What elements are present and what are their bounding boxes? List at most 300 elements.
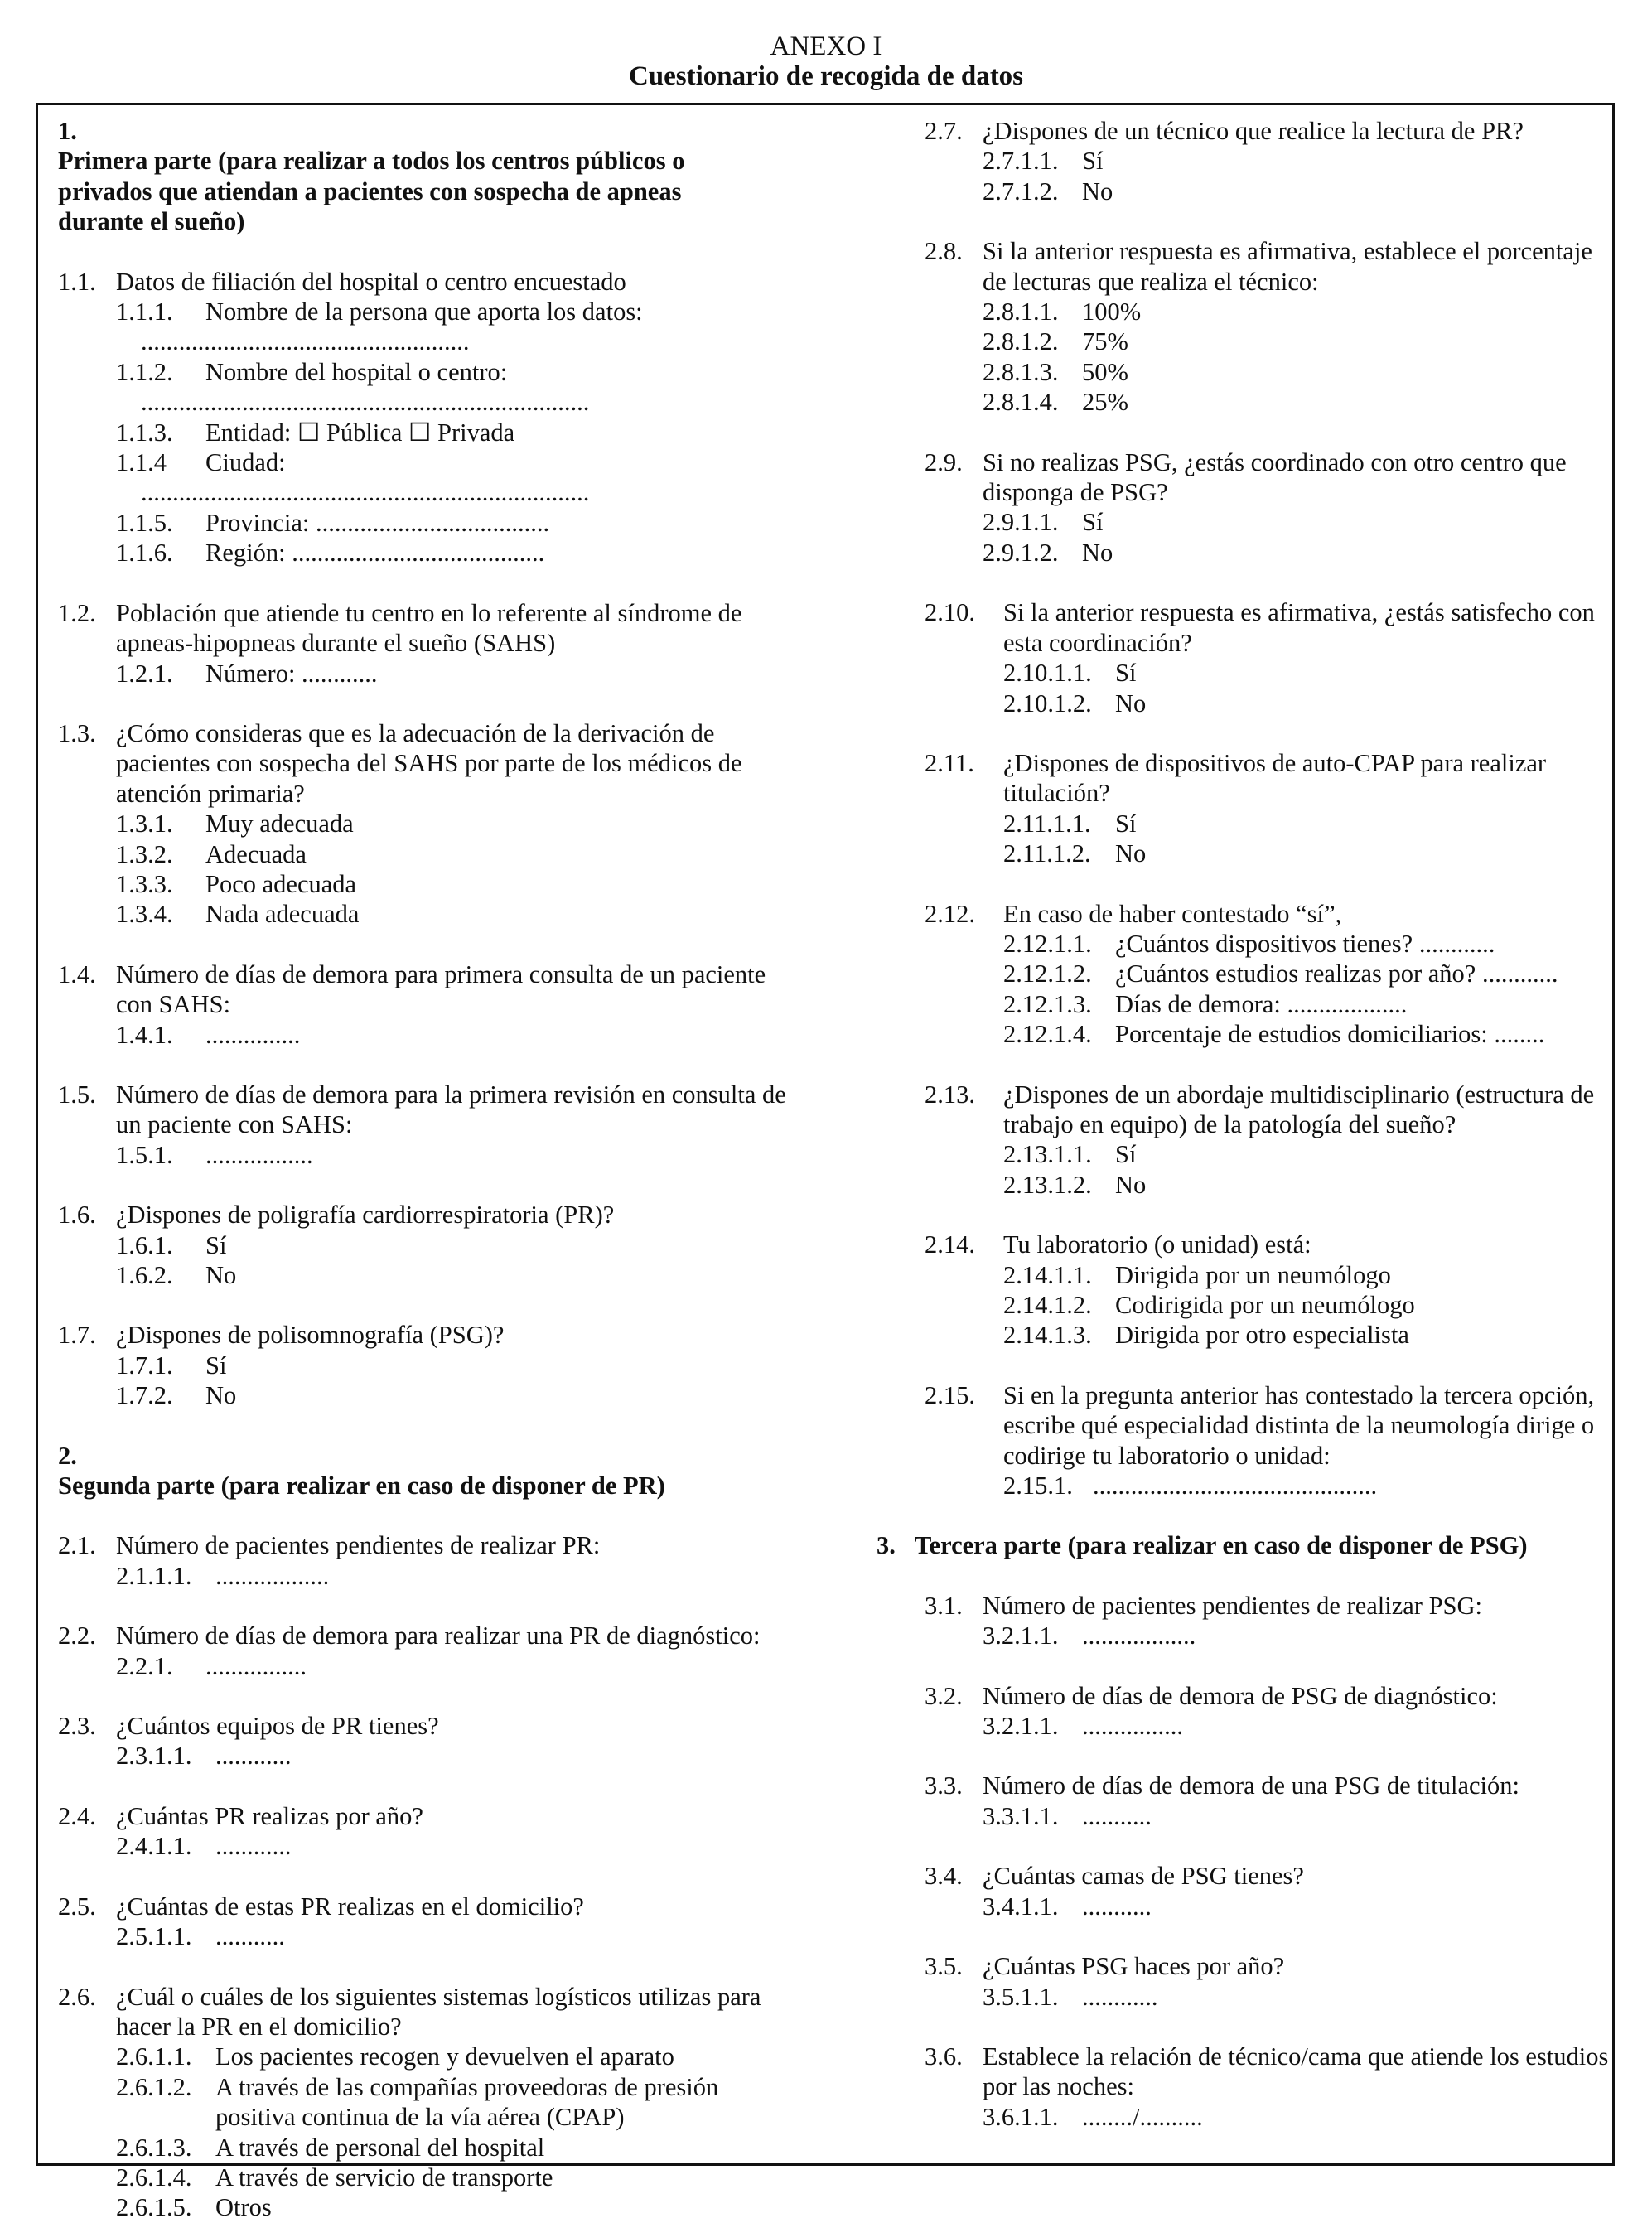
- question-text: Número de días de demora para realizar una PR de diagnóstico:: [116, 1621, 761, 1650]
- option-number: 3.2.1.1.: [983, 1621, 1059, 1650]
- option-text: Sí: [1082, 147, 1104, 176]
- option-number: 3.3.1.1.: [983, 1801, 1059, 1830]
- option-number: 1.3.1.: [116, 809, 173, 838]
- option-number: 2.4.1.1.: [116, 1832, 192, 1861]
- option-number: 2.12.1.4.: [1003, 1020, 1092, 1049]
- option-number: 1.1.4: [116, 448, 167, 477]
- option-number: 1.4.1.: [116, 1020, 173, 1049]
- option-text: Nada adecuada: [205, 900, 360, 929]
- option-text: A través de las compañías proveedoras de presión positiva continua de la vía aérea (CPAP): [215, 2072, 719, 2132]
- option-text: ...........: [1082, 1801, 1152, 1830]
- answer-option: [116, 326, 804, 356]
- option-number: 2.12.1.3.: [1003, 989, 1092, 1018]
- answer-option: [116, 1351, 804, 1380]
- option-text: Dirigida por otro especialista: [1115, 1321, 1409, 1350]
- answer-option: [116, 387, 804, 417]
- question-number: 2.7.: [925, 117, 963, 145]
- question-number: 2.13.: [925, 1080, 975, 1109]
- option-text: Sí: [1115, 809, 1137, 838]
- annex-label: ANEXO I: [770, 31, 882, 61]
- option-text: Los pacientes recogen y devuelven el aparato: [215, 2042, 674, 2071]
- answer-option: [983, 357, 1622, 387]
- question: [925, 748, 1622, 869]
- question: [925, 1230, 1622, 1351]
- option-number: 1.1.5.: [116, 508, 173, 537]
- section-heading: [58, 116, 804, 237]
- answer-option: [1003, 1139, 1622, 1169]
- option-number: 2.9.1.1.: [983, 508, 1059, 537]
- question: [58, 718, 804, 930]
- answer-option: [116, 2042, 804, 2071]
- question-text: ¿Dispones de dispositivos de auto-CPAP para realizar titulación?: [1003, 748, 1547, 808]
- option-number: 2.6.1.1.: [116, 2042, 192, 2071]
- question-body: [1003, 1230, 1622, 1351]
- option-text: 50%: [1082, 357, 1128, 386]
- question: [925, 899, 1622, 1050]
- option-number: 2.11.1.2.: [1003, 839, 1091, 868]
- answer-option: [116, 869, 804, 899]
- question-body: [1003, 597, 1622, 718]
- option-text: No: [205, 1261, 237, 1289]
- option-number: 1.1.3.: [116, 418, 173, 447]
- answer-option: [1003, 809, 1622, 838]
- question-text: ¿Cuántas camas de PSG tienes?: [983, 1862, 1304, 1891]
- option-text: ...........: [215, 1922, 285, 1951]
- option-text: Sí: [1082, 508, 1104, 537]
- option-number: 1.5.1.: [116, 1140, 173, 1169]
- answer-option: [1003, 689, 1622, 718]
- question-body: [1003, 748, 1622, 869]
- question-text: Establece la relación de técnico/cama que atiende los estudios por las noches:: [983, 2042, 1609, 2101]
- question-text: Si la anterior respuesta es afirmativa, ¿estás satisfecho con esta coordinación?: [1003, 598, 1595, 657]
- option-number: 2.6.1.2.: [116, 2072, 192, 2101]
- answer-option: [116, 1230, 804, 1260]
- left-column: [58, 116, 804, 2223]
- question-body: [116, 959, 804, 1050]
- answer-option: [116, 1651, 804, 1681]
- option-number: 2.2.1.: [116, 1651, 173, 1680]
- option-number: 2.6.1.3.: [116, 2133, 192, 2162]
- question-text: Si no realizas PSG, ¿estás coordinado con otro centro que disponga de PSG?: [983, 447, 1567, 507]
- question-number: 1.5.: [58, 1080, 96, 1109]
- question: [925, 236, 1622, 417]
- option-text: .......................................................................: [141, 478, 590, 507]
- option-number: 2.12.1.2.: [1003, 959, 1092, 988]
- question-number: 2.1.: [58, 1531, 96, 1560]
- option-text: Número: ............: [205, 659, 378, 688]
- answer-option: [116, 2133, 804, 2163]
- option-number: 2.8.1.1.: [983, 297, 1059, 326]
- answer-option: [983, 297, 1622, 326]
- option-number: 2.8.1.3.: [983, 357, 1059, 386]
- question-body: [983, 447, 1622, 568]
- option-number: 2.3.1.1.: [116, 1742, 192, 1771]
- question-text: Población que atiende tu centro en lo referente al síndrome de apneas-hipopneas durante el sueño (SAHS): [116, 598, 742, 658]
- answer-option: [983, 387, 1622, 417]
- question-body: [116, 1320, 804, 1410]
- question-text: Número de días de demora de una PSG de titulación:: [983, 1771, 1519, 1800]
- question-number: 3.2.: [925, 1681, 963, 1710]
- option-text: 100%: [1082, 297, 1142, 326]
- option-text: Otros: [215, 2193, 272, 2222]
- option-text: No: [1115, 689, 1147, 718]
- answer-option: [116, 1140, 804, 1170]
- option-text: Nombre de la persona que aporta los datos:: [205, 297, 643, 326]
- question-body: [1003, 1380, 1622, 1501]
- question: [925, 1591, 1622, 1651]
- answer-option: [116, 1561, 804, 1591]
- question-text: ¿Dispones de polisomnografía (PSG)?: [116, 1321, 505, 1350]
- answer-option: [116, 2192, 804, 2222]
- option-text: .............................................: [1093, 1472, 1378, 1501]
- option-text: A través de personal del hospital: [215, 2133, 545, 2162]
- answer-option: [1003, 1320, 1622, 1350]
- option-text: Sí: [205, 1351, 227, 1380]
- option-text: 25%: [1082, 388, 1128, 417]
- section-heading: [877, 1530, 1622, 1560]
- question-number: 3.6.: [925, 2042, 963, 2071]
- question-number: 2.6.: [58, 1982, 96, 2011]
- section-number: 1.: [58, 117, 77, 145]
- question-text: Datos de filiación del hospital o centro encuestado: [116, 267, 626, 296]
- answer-option: [1003, 658, 1622, 688]
- option-number: 1.3.2.: [116, 839, 173, 868]
- question-text: ¿Dispones de un técnico que realice la lectura de PR?: [983, 117, 1524, 145]
- question-body: [116, 267, 804, 568]
- answer-option: [983, 1982, 1622, 2012]
- option-number: 1.1.6.: [116, 539, 173, 568]
- question-text: ¿Cómo consideras que es la adecuación de la derivación de pacientes con sospecha del SAHS por parte de los médicos de atención primaria?: [116, 718, 742, 808]
- question: [925, 1681, 1622, 1742]
- option-text: 75%: [1082, 327, 1128, 356]
- option-text: ............: [215, 1832, 292, 1861]
- answer-option: [1003, 929, 1622, 959]
- question: [925, 1080, 1622, 1201]
- answer-option: [983, 176, 1622, 206]
- question-number: 2.9.: [925, 447, 963, 476]
- option-number: 2.10.1.2.: [1003, 689, 1092, 718]
- answer-option: [116, 1741, 804, 1771]
- question: [58, 1982, 804, 2223]
- answer-option: [116, 508, 804, 538]
- answer-option: [983, 146, 1622, 176]
- answer-option: [116, 357, 804, 387]
- answer-option: [1003, 1260, 1622, 1290]
- answer-option: [983, 507, 1622, 537]
- option-text: ......../..........: [1082, 2102, 1203, 2131]
- option-text: No: [1115, 839, 1147, 868]
- answer-option: [116, 2072, 804, 2133]
- question-number: 3.5.: [925, 1952, 963, 1981]
- option-number: 2.14.1.3.: [1003, 1321, 1092, 1350]
- question-number: 2.2.: [58, 1621, 96, 1650]
- option-text: Entidad: ☐ Pública ☐ Privada: [205, 418, 515, 447]
- option-number: 2.14.1.2.: [1003, 1291, 1092, 1319]
- question-text: ¿Cuántas PR realizas por año?: [116, 1801, 423, 1830]
- option-number: 2.6.1.5.: [116, 2193, 192, 2222]
- option-text: ¿Cuántos dispositivos tienes? ............: [1115, 929, 1495, 958]
- option-number: 2.10.1.1.: [1003, 659, 1092, 688]
- question-number: 1.3.: [58, 718, 96, 747]
- option-number: [116, 326, 141, 356]
- option-number: 2.14.1.1.: [1003, 1260, 1092, 1289]
- option-number: 2.7.1.1.: [983, 147, 1059, 176]
- option-text: ............: [1082, 1982, 1158, 2011]
- option-number: 2.9.1.2.: [983, 538, 1059, 567]
- option-number: 1.2.1.: [116, 659, 173, 688]
- answer-option: [983, 538, 1622, 568]
- question: [58, 1892, 804, 1952]
- question-body: [116, 1711, 804, 1771]
- option-text: No: [1115, 1170, 1147, 1199]
- question-text: Número de días de demora para la primera revisión en consulta de un paciente con SAHS:: [116, 1080, 786, 1139]
- question-number: 3.1.: [925, 1591, 963, 1620]
- question-text: Número de días de demora de PSG de diagnóstico:: [983, 1681, 1498, 1710]
- answer-option: [983, 1621, 1622, 1650]
- spacer: [893, 1501, 1622, 1530]
- question-text: ¿Cuántas PSG haces por año?: [983, 1952, 1285, 1981]
- option-number: 1.6.2.: [116, 1261, 173, 1289]
- question-body: [983, 236, 1622, 417]
- answer-option: [1003, 1019, 1622, 1049]
- option-number: 3.4.1.1.: [983, 1892, 1059, 1921]
- question-body: [116, 1801, 804, 1862]
- question-body: [116, 1982, 804, 2223]
- question: [925, 1380, 1622, 1501]
- question-body: [983, 1771, 1622, 1831]
- option-number: 1.1.2.: [116, 357, 173, 386]
- answer-option: [116, 418, 804, 447]
- question-text: Número de pacientes pendientes de realizar PR:: [116, 1531, 601, 1560]
- question-number: 1.7.: [58, 1321, 96, 1350]
- answer-option: [1003, 959, 1622, 988]
- answer-option: [116, 899, 804, 929]
- option-number: 2.1.1.1.: [116, 1561, 192, 1590]
- option-number: 2.8.1.4.: [983, 388, 1059, 417]
- question-body: [983, 1951, 1622, 2012]
- option-text: Codirigida por un neumólogo: [1115, 1291, 1415, 1319]
- option-number: 2.13.1.2.: [1003, 1170, 1092, 1199]
- option-number: 2.15.1.: [1003, 1472, 1073, 1501]
- answer-option: [1003, 989, 1622, 1019]
- question-body: [116, 1621, 804, 1681]
- question-text: ¿Cuántas de estas PR realizas en el domicilio?: [116, 1892, 584, 1921]
- question-body: [116, 1530, 804, 1591]
- question-body: [116, 598, 804, 689]
- option-text: ..................: [1082, 1621, 1196, 1650]
- option-text: .......................................................................: [141, 388, 590, 417]
- option-number: 3.2.1.1.: [983, 1712, 1059, 1741]
- answer-option: [1003, 1471, 1622, 1501]
- option-number: [116, 477, 141, 507]
- answer-option: [116, 1831, 804, 1861]
- question-body: [983, 1861, 1622, 1921]
- question-text: ¿Dispones de un abordaje multidisciplinario (estructura de trabajo en equipo) de la patología del sueño?: [1003, 1080, 1595, 1138]
- question-text: Si en la pregunta anterior has contestado la tercera opción, escribe qué especialidad distinta de la neumología dirige o codirige tu laboratorio o unidad:: [1003, 1380, 1595, 1470]
- section-number: 3.: [877, 1531, 896, 1560]
- option-text: Adecuada: [205, 839, 307, 868]
- option-text: Provincia: .....................................: [205, 508, 550, 537]
- question: [58, 959, 804, 1050]
- option-number: 2.6.1.4.: [116, 2163, 192, 2192]
- spacer: [58, 1411, 804, 1441]
- section-title: Primera parte (para realizar a todos los centros públicos o privados que atiendan a pacientes con sospecha de apneas durante el sueño): [58, 147, 685, 236]
- answer-option: [983, 326, 1622, 356]
- option-number: 2.7.1.2.: [983, 176, 1059, 205]
- option-text: No: [1082, 538, 1113, 567]
- option-text: Nombre del hospital o centro:: [205, 357, 508, 386]
- question-number: 1.6.: [58, 1201, 96, 1230]
- question: [925, 1771, 1622, 1831]
- option-number: 1.7.1.: [116, 1351, 173, 1380]
- question-body: [1003, 1080, 1622, 1201]
- option-text: ¿Cuántos estudios realizas por año? ............: [1115, 959, 1558, 988]
- question: [58, 1320, 804, 1410]
- question: [58, 1530, 804, 1591]
- question: [58, 598, 804, 689]
- option-text: No: [205, 1381, 237, 1410]
- option-text: ...............: [205, 1020, 301, 1049]
- question-text: Si la anterior respuesta es afirmativa, establece el porcentaje de lecturas que realiza el técnico:: [983, 237, 1592, 296]
- answer-option: [116, 659, 804, 689]
- option-text: ................: [1082, 1712, 1183, 1741]
- option-text: Dirigida por un neumólogo: [1115, 1260, 1391, 1289]
- question-body: [116, 1080, 804, 1170]
- question-number: 1.2.: [58, 598, 96, 627]
- question-text: ¿Cuántos equipos de PR tienes?: [116, 1712, 439, 1741]
- option-number: [116, 387, 141, 417]
- option-text: Días de demora: ...................: [1115, 989, 1408, 1018]
- question-text: Tu laboratorio (o unidad) está:: [1003, 1230, 1311, 1259]
- question: [58, 1080, 804, 1170]
- section-heading: [58, 1441, 804, 1501]
- question-body: [116, 718, 804, 930]
- question-number: 2.10.: [925, 598, 975, 627]
- question-number: 2.3.: [58, 1712, 96, 1741]
- option-text: Poco adecuada: [205, 869, 357, 898]
- option-number: 2.8.1.2.: [983, 327, 1059, 356]
- option-text: .................: [205, 1140, 313, 1169]
- question: [58, 1711, 804, 1771]
- question-body: [983, 116, 1622, 206]
- section-title: Segunda parte (para realizar en caso de disponer de PR): [58, 1472, 665, 1501]
- question: [925, 2042, 1622, 2132]
- question-number: 2.8.: [925, 237, 963, 266]
- question: [925, 1861, 1622, 1921]
- option-text: ....................................................: [141, 327, 470, 356]
- option-text: ...........: [1082, 1892, 1152, 1921]
- option-text: Muy adecuada: [205, 809, 354, 838]
- option-text: Sí: [1115, 659, 1137, 688]
- option-text: A través de servicio de transporte: [215, 2163, 553, 2192]
- answer-option: [116, 1260, 804, 1290]
- question-text: ¿Dispones de poligrafía cardiorrespiratoria (PR)?: [116, 1201, 615, 1230]
- answer-option: [116, 447, 804, 477]
- question: [925, 597, 1622, 718]
- option-number: 1.3.4.: [116, 900, 173, 929]
- question-number: 2.12.: [925, 899, 975, 928]
- answer-option: [983, 1801, 1622, 1831]
- option-number: 2.12.1.1.: [1003, 929, 1092, 958]
- question-number: 3.3.: [925, 1771, 963, 1800]
- question-body: [1003, 899, 1622, 1050]
- option-number: 3.6.1.1.: [983, 2102, 1059, 2131]
- right-column: [877, 116, 1622, 2132]
- question-text: Número de días de demora para primera consulta de un paciente con SAHS:: [116, 959, 766, 1019]
- question: [925, 116, 1622, 206]
- question-body: [116, 1200, 804, 1290]
- section-title: Tercera parte (para realizar en caso de disponer de PSG): [915, 1531, 1528, 1560]
- answer-option: [1003, 1170, 1622, 1200]
- question-number: 1.4.: [58, 959, 96, 988]
- question-number: 2.4.: [58, 1801, 96, 1830]
- option-number: 1.7.2.: [116, 1381, 173, 1410]
- option-text: Sí: [205, 1230, 227, 1259]
- question-body: [116, 1892, 804, 1952]
- question: [58, 1621, 804, 1681]
- question-number: 2.14.: [925, 1230, 975, 1259]
- option-number: 3.5.1.1.: [983, 1982, 1059, 2011]
- question-text: En caso de haber contestado “sí”,: [1003, 899, 1342, 928]
- answer-option: [983, 2102, 1622, 2132]
- question-text: ¿Cuál o cuáles de los siguientes sistemas logísticos utilizas para hacer la PR en el domicilio?: [116, 1982, 761, 2041]
- option-text: Región: ........................................: [205, 539, 545, 568]
- answer-option: [116, 839, 804, 869]
- answer-option: [116, 297, 804, 326]
- option-number: 2.13.1.1.: [1003, 1140, 1092, 1169]
- option-text: Ciudad:: [205, 448, 286, 477]
- answer-option: [983, 1892, 1622, 1921]
- option-number: 2.5.1.1.: [116, 1922, 192, 1951]
- question: [58, 267, 804, 568]
- question: [58, 1801, 804, 1862]
- option-text: ..................: [215, 1561, 330, 1590]
- question-body: [983, 1681, 1622, 1742]
- option-text: No: [1082, 176, 1113, 205]
- question: [925, 1951, 1622, 2012]
- question-number: 1.1.: [58, 267, 96, 296]
- option-number: 1.3.3.: [116, 869, 173, 898]
- option-text: Porcentaje de estudios domiciliarios: ........: [1115, 1020, 1545, 1049]
- option-text: ................: [205, 1651, 307, 1680]
- question: [58, 1200, 804, 1290]
- document-title: Cuestionario de recogida de datos: [628, 61, 1024, 91]
- question-number: 2.5.: [58, 1892, 96, 1921]
- answer-option: [1003, 838, 1622, 868]
- answer-option: [1003, 1290, 1622, 1320]
- question-number: 3.4.: [925, 1862, 963, 1891]
- question-number: 2.15.: [925, 1380, 975, 1409]
- question-body: [983, 1591, 1622, 1651]
- answer-option: [116, 2163, 804, 2192]
- question-number: 2.11.: [925, 748, 974, 777]
- section-number: 2.: [58, 1441, 77, 1470]
- answer-option: [116, 538, 804, 568]
- option-number: 2.11.1.1.: [1003, 809, 1091, 838]
- answer-option: [116, 477, 804, 507]
- question-text: Número de pacientes pendientes de realizar PSG:: [983, 1591, 1483, 1620]
- question-body: [983, 2042, 1622, 2132]
- question: [925, 447, 1622, 568]
- option-text: ............: [215, 1742, 292, 1771]
- option-number: 1.1.1.: [116, 297, 173, 326]
- answer-option: [116, 1380, 804, 1410]
- option-text: Sí: [1115, 1140, 1137, 1169]
- option-number: 1.6.1.: [116, 1230, 173, 1259]
- answer-option: [116, 1020, 804, 1050]
- answer-option: [116, 1921, 804, 1951]
- answer-option: [983, 1711, 1622, 1741]
